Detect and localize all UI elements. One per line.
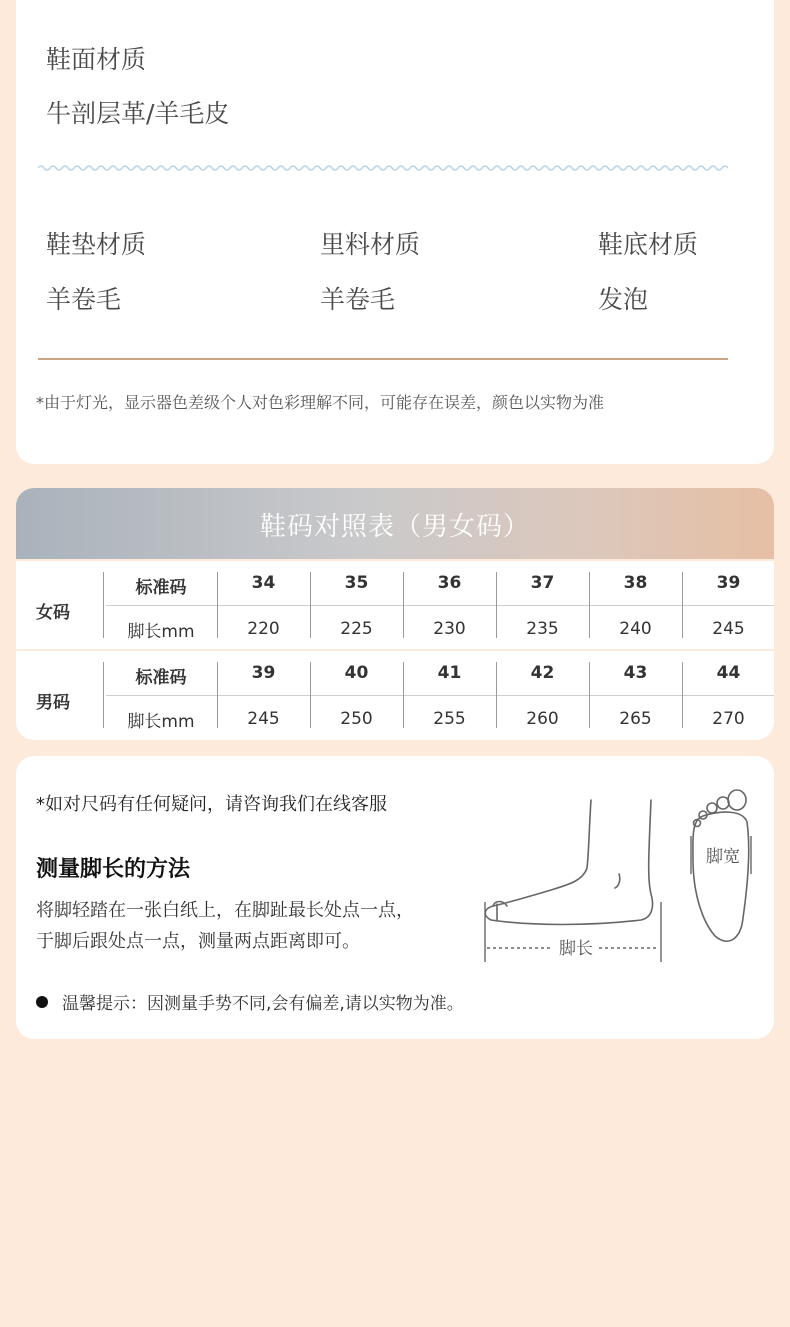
wavy-divider <box>38 164 728 172</box>
men-length-cell: 250 <box>340 709 373 729</box>
men-length-cell: 255 <box>433 709 466 729</box>
size-chart-card <box>16 488 774 740</box>
insole-material-label: 鞋垫材质 <box>46 230 147 259</box>
size-chart-title: 鞋码对照表（男女码） <box>259 512 530 542</box>
insole-material-value: 羊卷毛 <box>46 285 122 314</box>
warm-tip <box>36 989 464 1014</box>
color-disclaimer: *由于灯光，显示器色差级个人对色彩理解不同，可能存在误差，颜色以实物为准 <box>36 393 605 412</box>
foot-width-label: 脚宽 <box>706 847 740 867</box>
sole-material-value: 发泡 <box>598 285 649 314</box>
bullet-icon <box>36 996 48 1008</box>
women-size-cell: 37 <box>530 573 555 593</box>
upper-material-value: 牛剖层革/羊毛皮 <box>46 99 230 128</box>
foot-illustration <box>471 770 761 970</box>
women-length-cell: 245 <box>712 619 745 639</box>
men-length-cell: 265 <box>619 709 652 729</box>
women-size-cell: 34 <box>251 573 276 593</box>
women-foot-length-label: 脚长mm <box>127 622 195 642</box>
materials-card <box>16 0 774 464</box>
column-divider <box>103 572 104 638</box>
men-length-cell: 245 <box>247 709 280 729</box>
band-separator <box>16 649 774 651</box>
band-separator <box>16 559 774 561</box>
women-length-cell: 240 <box>619 619 652 639</box>
men-length-cell: 270 <box>712 709 745 729</box>
measurement-card <box>16 756 774 1039</box>
women-length-cell: 230 <box>433 619 466 639</box>
women-standard-size-label: 标准码 <box>135 578 187 598</box>
upper-material-label: 鞋面材质 <box>46 45 147 74</box>
men-size-label: 男码 <box>36 693 70 713</box>
men-standard-size-label: 标准码 <box>135 668 187 688</box>
women-size-cell: 35 <box>344 573 369 593</box>
women-size-label: 女码 <box>36 603 70 623</box>
row-divider <box>106 695 774 696</box>
tan-divider <box>38 358 728 360</box>
sole-material-label: 鞋底材质 <box>598 230 699 259</box>
women-length-cell: 220 <box>247 619 280 639</box>
women-length-cell: 235 <box>526 619 559 639</box>
men-size-cell: 42 <box>530 663 555 683</box>
customer-service-note: *如对尺码有任何疑问，请咨询我们在线客服 <box>36 794 387 815</box>
women-size-cell: 36 <box>437 573 462 593</box>
men-size-cell: 41 <box>437 663 462 683</box>
foot-side-icon <box>485 800 652 925</box>
men-size-cell: 44 <box>716 663 741 683</box>
measurement-step-1: 将脚轻踏在一张白纸上，在脚趾最长处点一点， <box>36 900 414 921</box>
measurement-step-2: 于脚后跟处点一点，测量两点距离即可。 <box>36 931 360 952</box>
women-size-cell: 39 <box>716 573 741 593</box>
warm-tip-text: 温馨提示：因测量手势不同,会有偏差,请以实物为准。 <box>62 994 464 1014</box>
women-size-cell: 38 <box>623 573 648 593</box>
women-length-cell: 225 <box>340 619 373 639</box>
men-length-cell: 260 <box>526 709 559 729</box>
lining-material-label: 里料材质 <box>320 230 421 259</box>
lining-material-value: 羊卷毛 <box>320 285 396 314</box>
men-foot-length-label: 脚长mm <box>127 712 195 732</box>
men-size-cell: 43 <box>623 663 648 683</box>
foot-length-label: 脚长 <box>559 939 593 959</box>
size-chart-header <box>16 488 774 559</box>
measurement-method-title: 测量脚长的方法 <box>36 857 191 882</box>
men-size-cell: 39 <box>251 663 276 683</box>
row-divider <box>106 605 774 606</box>
men-size-cell: 40 <box>344 663 369 683</box>
column-divider <box>103 662 104 728</box>
